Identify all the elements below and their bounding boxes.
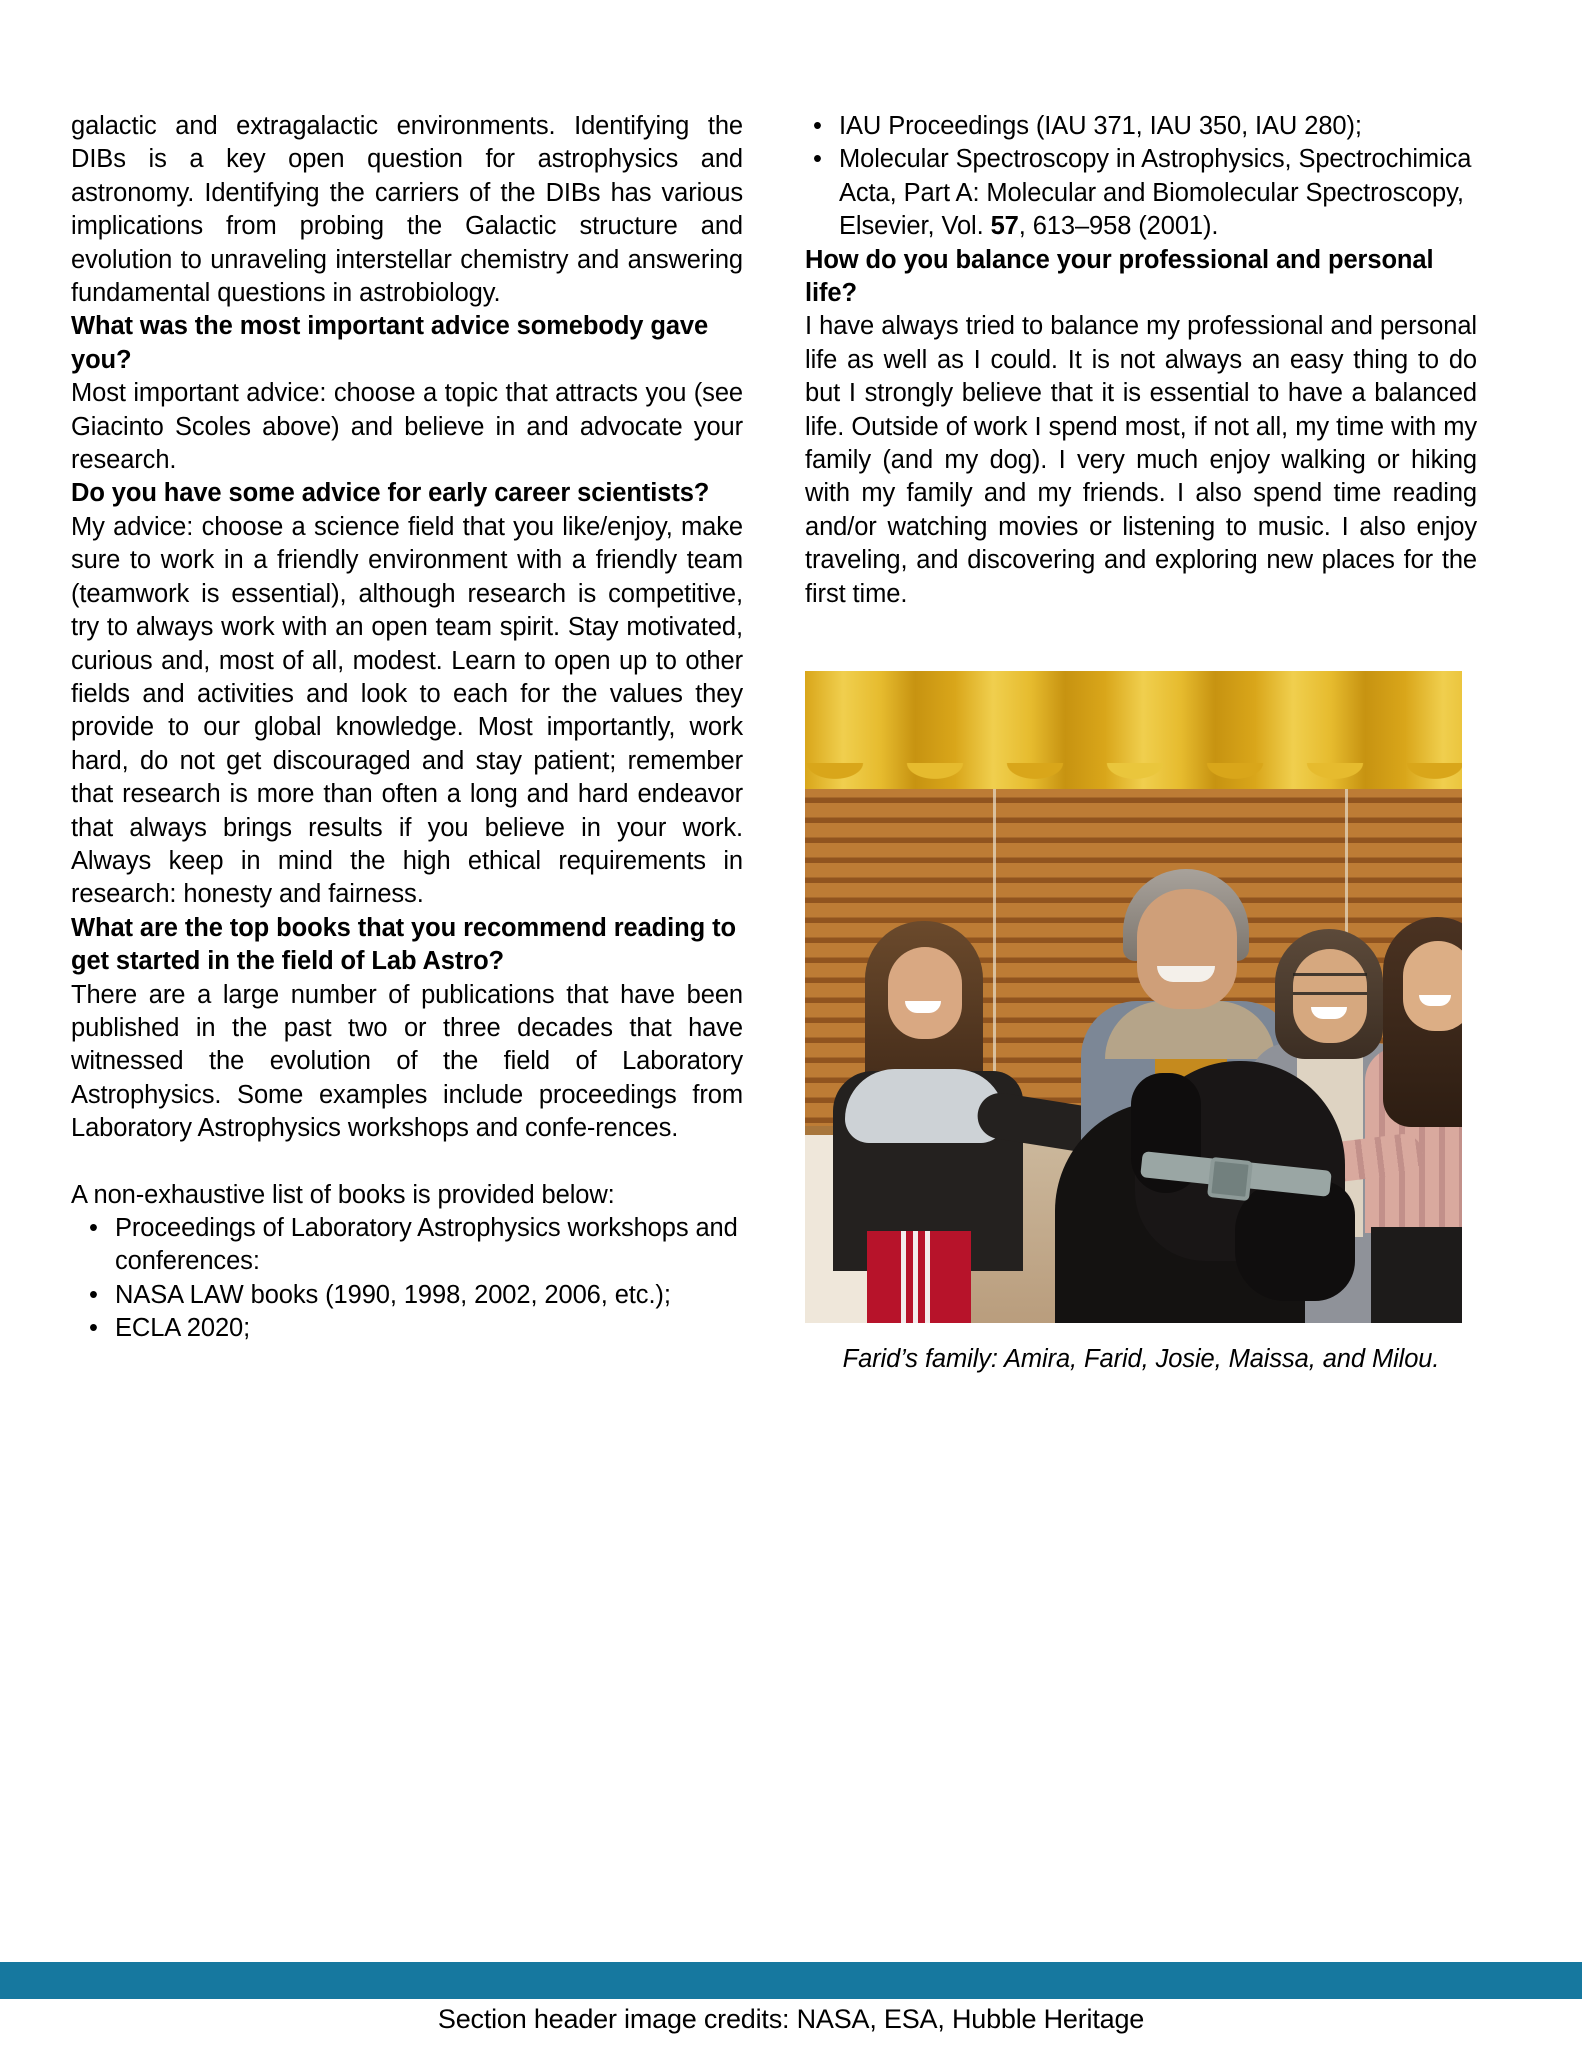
list-item-label: Proceedings of Laboratory Astrophysics workshops and conferences: <box>115 1214 738 1276</box>
list-item <box>805 110 1477 143</box>
answer-early-career: My advice: choose a science field that you like/enjoy, make sure to work in a friendly environment with a friendly team (teamwork is essential), although research is competitive, try to always work with an open team spirit. Stay motivated, curious and, most of all, modest. Learn to open up to other fields and activities and look to each for the values they provide to our global knowledge. Most importantly, work hard, do not get discouraged and stay patient; remember that research is more than often a long and hard endeavor that always brings results if you believe in your work. Always keep in mind the high ethical requirements in research: honesty and fairness. <box>71 512 743 909</box>
answer-advice-somebody: Most important advice: choose a topic that attracts you (see Giacinto Scoles above) and believe in and advocate your research. <box>71 379 743 475</box>
photo-person-amira-track-pants <box>867 1231 971 1323</box>
photo-person-josie-glasses <box>1293 973 1367 995</box>
photo-track-pants-stripe <box>913 1231 918 1323</box>
bullet-icon: • <box>813 145 822 174</box>
photo-caption: Farid’s family: Amira, Farid, Josie, Maissa, and Milou. <box>842 1345 1440 1374</box>
photo-person-maissa-pants <box>1371 1227 1462 1323</box>
answer-work-life-balance: I have always tried to balance my professional and personal life as well as I could. It is not always an easy thing to do but I strongly believe that it is essential to have a balanced life. Outside of work I spend most, if not all, my time with my family (and my dog). I very much enjoy walking or hiking with my family and my friends. I also spend time reading and/or watching movies or listening to music. I also enjoy traveling, and discovering and exploring new places for the first time. <box>805 312 1477 608</box>
list-item-label: NASA LAW books (1990, 1998, 2002, 2006, etc.); <box>115 1280 671 1309</box>
question-heading-work-life-balance: How do you balance your professional and personal life? <box>805 245 1434 308</box>
bullet-icon: • <box>89 1314 98 1343</box>
photo-dog-milou-collar-buckle <box>1207 1157 1253 1201</box>
footer-accent-bar <box>0 1962 1582 1999</box>
list-item <box>805 143 1477 243</box>
photo-dog-milou-muzzle <box>1235 1181 1355 1301</box>
book-bullet-list <box>71 1212 743 1346</box>
photo-person-farid-smile <box>1157 966 1215 982</box>
right-column <box>805 110 1477 1376</box>
answer-top-books: There are a large number of publications that have been published in the past two or three decades that have witnessed the evolution of the field of Laboratory Astrophysics. Some examples include proceedings from Laboratory Astrophysics workshops and confe-rences. <box>71 980 743 1143</box>
list-item <box>71 1279 743 1312</box>
photo-person-maissa-face <box>1403 941 1462 1031</box>
photo-person-farid-face <box>1137 889 1237 1009</box>
bullet-icon: • <box>89 1214 98 1242</box>
question-heading-advice-somebody: What was the most important advice somebody gave you? <box>71 312 709 374</box>
bullet-icon: • <box>813 112 822 140</box>
list-item <box>71 1212 743 1279</box>
booklist-intro: A non-exhaustive list of books is provided below: <box>71 1180 615 1209</box>
list-item-label: IAU Proceedings (IAU 371, IAU 350, IAU 280); <box>839 112 1362 140</box>
list-item <box>71 1312 743 1345</box>
list-item-label-part-2: , 613–958 (2001). <box>1018 212 1219 241</box>
question-heading-early-career: Do you have some advice for early career scientists? <box>71 479 710 508</box>
reference-bullet-list <box>805 110 1477 244</box>
bullet-icon: • <box>89 1280 98 1309</box>
list-item-label: ECLA 2020; <box>115 1314 251 1343</box>
photo-gold-valance-curtain <box>805 671 1462 789</box>
photo-blind-cord <box>993 783 996 1113</box>
volume-number: 57 <box>990 212 1019 241</box>
photo-person-amira-face <box>888 947 962 1039</box>
continued-paragraph: galactic and extragalactic environments. Identifying the DIBs is a key open question for astrophysics and astronomy. Identifying the carriers of the DIBs has various implications from probing the Galactic structure and evolution to unraveling interstellar chemistry and answering fundamental questions in astrobiology. <box>71 112 743 308</box>
left-column <box>71 110 743 1346</box>
footer-image-credit: Section header image credits: NASA, ESA, Hubble Heritage <box>437 2004 1145 2034</box>
question-heading-top-books: What are the top books that you recommend reading to get started in the field of Lab Astro? <box>71 913 736 976</box>
photo-track-pants-stripe <box>901 1231 906 1323</box>
list-item-label-part-1: Molecular Spectroscopy in Astrophysics, Spectrochimica Acta, Part A: Molecular and Biomolecular Spectroscopy, Elsevier, Vol. <box>839 145 1472 241</box>
photo-track-pants-stripe <box>925 1231 930 1323</box>
photo-person-josie-face <box>1293 949 1367 1043</box>
family-photo-image <box>805 671 1462 1323</box>
family-photo-figure <box>805 671 1462 1376</box>
